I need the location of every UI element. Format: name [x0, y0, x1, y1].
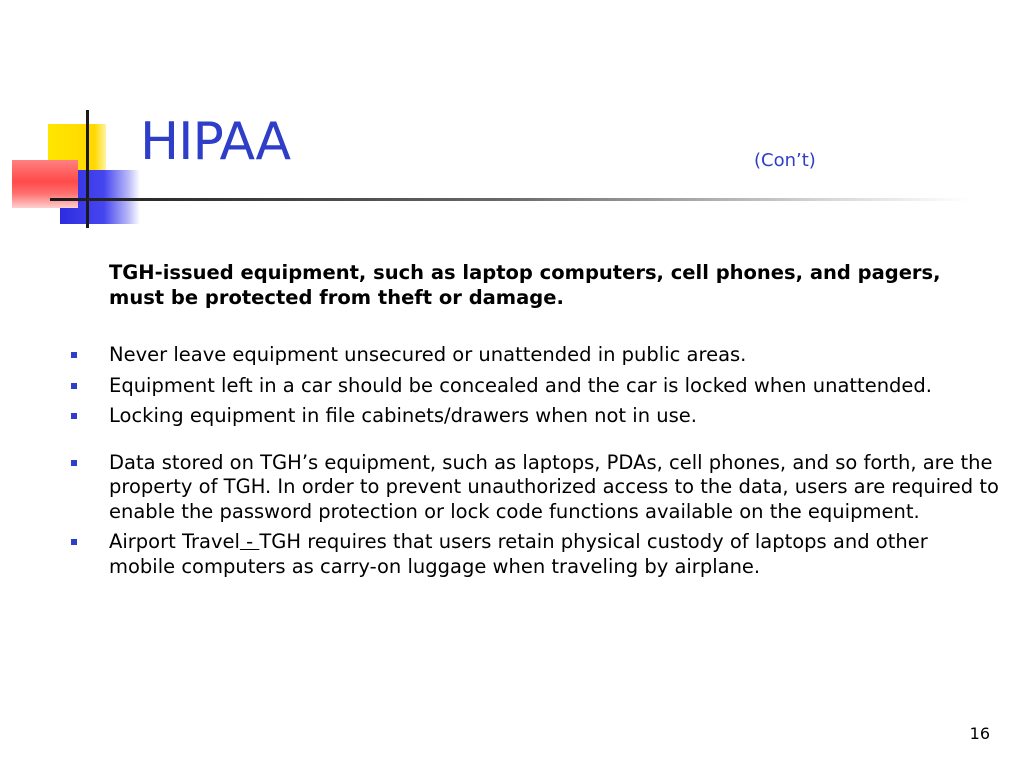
decor-vertical-line: [86, 110, 89, 228]
bullet-item: [70, 374, 1000, 399]
airport-separator: -: [239, 530, 260, 553]
bullet-list: [70, 343, 1000, 585]
airport-prefix: Airport Travel: [109, 530, 240, 553]
bullet-item: [70, 404, 1000, 429]
bullet-marker-icon: [71, 460, 77, 466]
bullet-text: Data stored on TGH’s equipment, such as laptops, PDAs, cell phones, and so forth, are the property of TGH. In order to prevent unauthorized access to the data, users are required to enable the password protection or lock code functions available on the equipment.: [109, 450, 999, 523]
page-number: 16: [969, 724, 990, 743]
title-underline: [50, 198, 970, 201]
bullet-text: Locking equipment in file cabinets/drawers when not in use.: [109, 404, 697, 427]
bullet-item: [70, 343, 1000, 368]
bullet-item: [70, 451, 1000, 525]
slide-subtitle: (Con’t): [754, 150, 816, 171]
bullet-marker-icon: [71, 352, 77, 358]
bullet-marker-icon: [71, 413, 77, 419]
intro-paragraph: TGH-issued equipment, such as laptop computers, cell phones, and pagers, must be protected from theft or damage.: [109, 261, 941, 309]
bullet-item-airport: [70, 530, 1000, 579]
bullet-text: Never leave equipment unsecured or unattended in public areas.: [109, 343, 747, 366]
slide-title: HIPAA: [140, 112, 291, 172]
bullet-marker-icon: [71, 383, 77, 389]
bullet-text: Equipment left in a car should be concealed and the car is locked when unattended.: [109, 373, 932, 397]
bullet-marker-icon: [71, 539, 77, 545]
airport-text: TGH requires that users retain physical custody of laptops and other mobile computers as carry-on luggage when traveling by airplane.: [109, 530, 928, 578]
